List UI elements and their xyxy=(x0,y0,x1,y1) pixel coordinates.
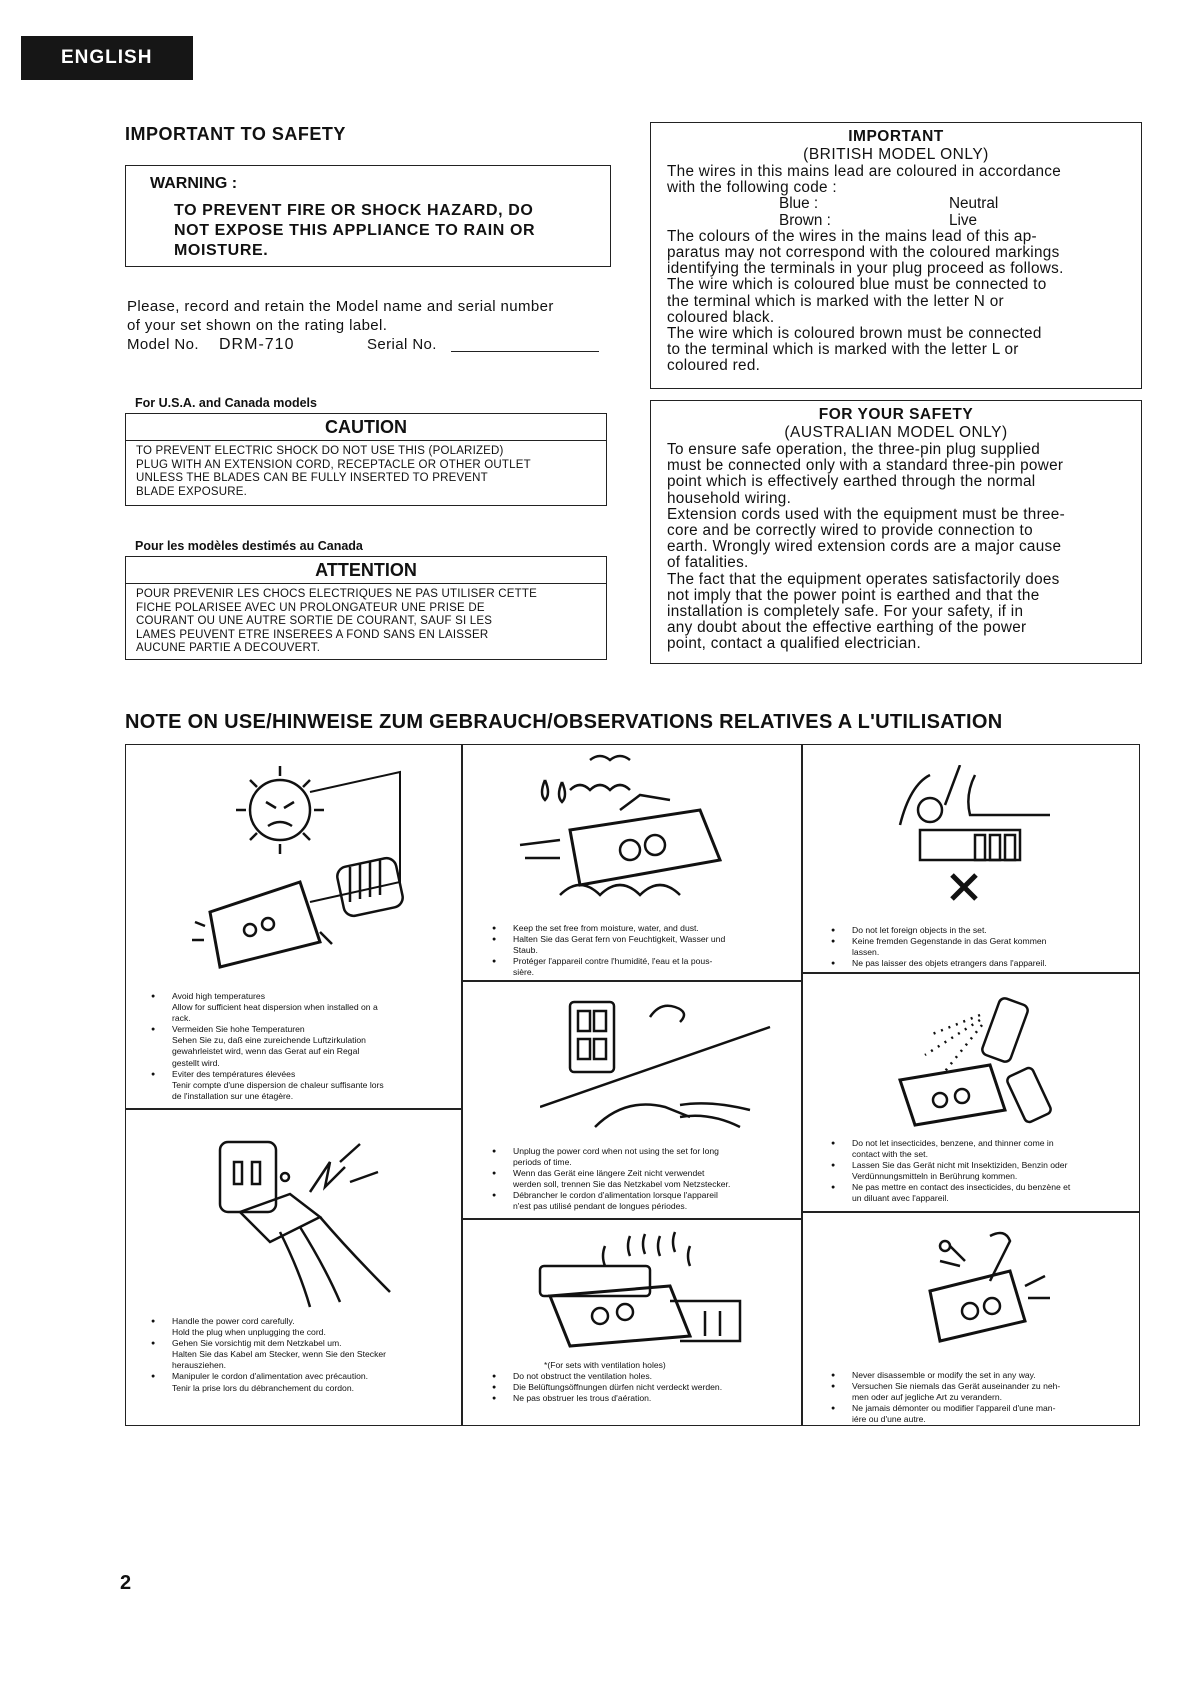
note-item-head: Die Belüftungsöffnungen dürfen nicht verdeckt werden. xyxy=(513,1382,723,1393)
record-instructions xyxy=(127,297,617,354)
grid-divider xyxy=(801,1211,1140,1213)
note-item-head: Gehen Sie vorsichtig mit dem Netzkabel um. xyxy=(172,1338,342,1349)
note-item-sub: men oder auf jegliche Art zu verandern. xyxy=(852,1392,1003,1403)
note-unplug xyxy=(491,1146,791,1213)
cloud-icon xyxy=(590,756,630,760)
note-item xyxy=(150,1371,450,1393)
record-line: of your set shown on the rating label. xyxy=(127,317,388,334)
note-item-head: Ne jamais démonter ou modifier l'appareil d'une man- xyxy=(852,1403,1056,1414)
note-item-head: Vermeiden Sie hohe Temperaturen xyxy=(172,1024,305,1035)
note-item-sub: iére ou d'une autre. xyxy=(852,1414,926,1425)
note-item xyxy=(491,1371,791,1382)
british-title: IMPORTANT xyxy=(848,128,944,145)
australian-body-line: household wiring. xyxy=(667,489,792,507)
note-item-sub: Halten Sie das Kabel am Stecker, wenn Sie den Stecker xyxy=(172,1349,387,1360)
model-serial-row xyxy=(127,335,617,354)
note-item-sub: gewahrleistet wird, wenn das Gerat auf ein Regal xyxy=(172,1046,360,1057)
australian-model-box xyxy=(650,400,1142,664)
note-item-sub: contact with the set. xyxy=(852,1149,928,1160)
australian-body-line: To ensure safe operation, the three-pin plug supplied xyxy=(667,441,1041,458)
note-item-head: Do not obstruct the ventilation holes. xyxy=(513,1371,653,1382)
note-item-sub: Allow for sufficient heat dispersion when installed on a xyxy=(172,1002,378,1013)
note-item-sub: Hold the plug when unplugging the cord. xyxy=(172,1327,326,1338)
note-item xyxy=(830,1370,1130,1381)
note-item xyxy=(491,1393,791,1404)
note-item xyxy=(830,1381,1130,1403)
note-item-head: Do not let foreign objects in the set. xyxy=(852,925,987,935)
grid-divider xyxy=(461,744,463,1426)
wall-outlet-icon xyxy=(570,1002,614,1072)
british-body-line: identifying the terminals in your plug proceed as follows. xyxy=(667,260,1064,278)
attention-title: ATTENTION xyxy=(126,557,606,584)
note-item-sub: rack. xyxy=(172,1013,191,1024)
note-item xyxy=(491,1168,791,1190)
wire-meaning: Live xyxy=(949,211,978,229)
attention-line: AUCUNE PARTIE A DECOUVERT. xyxy=(136,642,321,655)
australian-title: FOR YOUR SAFETY xyxy=(818,406,974,423)
british-body-line: The colours of the wires in the mains lead of this ap- xyxy=(667,227,1037,245)
australian-body-line: The fact that the equipment operates satisfactorily does xyxy=(667,570,1060,588)
note-item xyxy=(491,1146,791,1168)
note-item-sub: de l'installation sur une étagère. xyxy=(172,1090,294,1101)
note-item-sub: gestellt wird. xyxy=(172,1057,220,1068)
attention-line: POUR PREVENIR LES CHOCS ELECTRIQUES NE PAS UTILISER CETTE xyxy=(136,588,537,600)
serial-label: Serial No. xyxy=(367,336,437,353)
page-number: 2 xyxy=(120,1572,132,1594)
wire-code-row xyxy=(667,213,1125,229)
note-foreign-objects xyxy=(830,925,1130,969)
caution-line: PLUG WITH AN EXTENSION CORD, RECEPTACLE OR OTHER OUTLET xyxy=(136,458,531,471)
note-item-head: Versuchen Sie niemals das Gerät auseinander zu neh- xyxy=(852,1381,1061,1392)
model-label: Model No. xyxy=(127,336,199,353)
british-body xyxy=(667,229,1125,375)
note-on-use-heading: NOTE ON USE/HINWEISE ZUM GEBRAUCH/OBSERVATIONS RELATIVES A L'UTILISATION xyxy=(125,711,1003,733)
note-item-sub: n'est pas utilisé pendant de longues périodes. xyxy=(513,1201,688,1212)
note-item xyxy=(491,934,791,956)
note-item-head: Ne pas laisser des objets etrangers dans l'appareil. xyxy=(852,958,1047,969)
note-moisture xyxy=(491,923,791,978)
attention-box xyxy=(125,556,607,660)
note-item xyxy=(830,925,1130,936)
ventilation-illustration xyxy=(530,1226,770,1356)
warning-line: MOISTURE. xyxy=(174,242,269,259)
british-body-line: coloured red. xyxy=(667,357,761,375)
note-item-head: Halten Sie das Gerat fern von Feuchtigkeit, Wasser und xyxy=(513,934,726,945)
british-subtitle: (BRITISH MODEL ONLY) xyxy=(803,146,989,163)
british-body-line: paratus may not correspond with the coloured markings xyxy=(667,244,1060,262)
warning-line: NOT EXPOSE THIS APPLIANCE TO RAIN OR xyxy=(174,222,536,239)
australian-body-line: any doubt about the effective earthing of the power xyxy=(667,619,1027,637)
note-item xyxy=(150,1316,450,1338)
insecticide-illustration xyxy=(880,985,1080,1135)
note-item-head: Lassen Sie das Gerät nicht mit Insektiziden, Benzin oder xyxy=(852,1160,1068,1171)
australian-body-line: point, contact a qualified electrician. xyxy=(667,635,922,653)
british-model-box xyxy=(650,122,1142,389)
australian-body-line: not imply that the power point is earthed and that the xyxy=(667,586,1040,604)
note-item-head: Handle the power cord carefully. xyxy=(172,1316,295,1326)
note-item-head: Ne pas obstruer les trous d'aération. xyxy=(513,1393,652,1404)
caution-line: BLADE EXPOSURE. xyxy=(136,485,248,498)
grid-divider xyxy=(125,1108,462,1110)
note-item-sub: herausziehen. xyxy=(172,1360,226,1371)
attention-line: COURANT OU UNE AUTRE SORTIE DE COURANT, SAUF SI LES xyxy=(136,615,493,628)
attention-text xyxy=(126,584,606,659)
grid-divider xyxy=(461,1218,802,1220)
british-body-line: The wire which is coloured brown must be connected xyxy=(667,325,1042,343)
australian-body-line: point which is effectively earthed through the normal xyxy=(667,473,1036,491)
note-item-sub: Tenir compte d'une dispersion de chaleur suffisante lors xyxy=(172,1079,384,1090)
wire-meaning: Neutral xyxy=(949,195,999,213)
note-item-head: Do not let insecticides, benzene, and thinner come in xyxy=(852,1138,1054,1148)
note-item-sub: werden soll, trennen Sie das Netzkabel vom Netzstecker. xyxy=(513,1179,731,1190)
note-item-sub: Sehen Sie zu, daß eine zureichende Luftzirkulation xyxy=(172,1035,366,1046)
caution-line: TO PREVENT ELECTRIC SHOCK DO NOT USE THIS (POLARIZED) xyxy=(136,445,504,457)
disassemble-illustration xyxy=(910,1226,1060,1356)
note-disassemble xyxy=(830,1370,1130,1425)
note-item xyxy=(150,991,450,1024)
note-insecticides xyxy=(830,1138,1130,1205)
warning-box xyxy=(125,165,611,267)
sun-heat-illustration xyxy=(190,752,430,972)
wire-colour: Blue : xyxy=(779,195,819,213)
british-body-line: The wire which is coloured blue must be connected to xyxy=(667,276,1047,294)
note-cord xyxy=(150,1316,450,1394)
caution-text xyxy=(126,441,606,502)
caution-line: UNLESS THE BLADES CAN BE FULLY INSERTED TO PREVENT xyxy=(136,472,488,485)
note-item xyxy=(830,936,1130,958)
british-body-line: the terminal which is marked with the letter N or xyxy=(667,292,1004,310)
coin-icon xyxy=(918,798,942,822)
note-item-head: Wenn das Gerät eine längere Zeit nicht verwendet xyxy=(513,1168,705,1179)
ventilation-footnote: *(For sets with ventilation holes) xyxy=(544,1360,666,1370)
note-item xyxy=(830,1160,1130,1182)
note-item xyxy=(830,1138,1130,1160)
australian-body-line: Extension cords used with the equipment must be three- xyxy=(667,505,1065,523)
warning-line: TO PREVENT FIRE OR SHOCK HAZARD, DO xyxy=(174,202,534,219)
canada-heading: Pour les modèles destimés au Canada xyxy=(135,539,363,553)
warning-text xyxy=(174,201,594,261)
usa-canada-heading: For U.S.A. and Canada models xyxy=(135,396,317,410)
model-value: DRM-710 xyxy=(219,336,295,353)
note-item xyxy=(150,1069,450,1102)
note-item-sub: sière. xyxy=(513,967,535,978)
angry-sun-icon xyxy=(250,780,310,840)
foreign-objects-illustration xyxy=(880,765,1060,905)
australian-body-line: must be connected only with a standard three-pin power xyxy=(667,457,1064,475)
grid-divider xyxy=(801,972,1140,974)
unplug-illustration xyxy=(540,987,780,1137)
australian-body-line: earth. Wrongly wired extension cords are a major cause xyxy=(667,538,1062,556)
note-item xyxy=(830,1403,1130,1425)
wire-code-row xyxy=(667,196,1125,212)
british-body-line: to the terminal which is marked with the letter L or xyxy=(667,341,1019,359)
australian-subtitle: (AUSTRALIAN MODEL ONLY) xyxy=(784,424,1008,441)
note-item-head: Manipuler le cordon d'alimentation avec précaution. xyxy=(172,1371,369,1382)
australian-body-line: core and be correctly wired to provide connection to xyxy=(667,522,1033,540)
note-item xyxy=(830,1182,1130,1204)
note-item-head: Unplug the power cord when not using the set for long xyxy=(513,1146,719,1156)
note-item xyxy=(150,1024,450,1068)
british-intro-line: The wires in this mains lead are coloured in accordance xyxy=(667,163,1062,180)
note-item xyxy=(150,1338,450,1371)
australian-body-line: of fatalities. xyxy=(667,554,749,572)
note-item-head: Débrancher le cordon d'alimentation lorsque l'appareil xyxy=(513,1190,718,1201)
note-item xyxy=(491,1190,791,1212)
caution-box xyxy=(125,413,607,506)
note-item-sub: periods of time. xyxy=(513,1157,572,1168)
safety-heading: IMPORTANT TO SAFETY xyxy=(125,124,346,144)
language-tab: ENGLISH xyxy=(21,36,193,80)
grid-divider xyxy=(461,980,802,982)
power-cord-illustration xyxy=(200,1122,400,1312)
spray-can-icon xyxy=(981,997,1030,1064)
note-item-head: Keep the set free from moisture, water, and dust. xyxy=(513,923,699,933)
australian-body-line: installation is completely safe. For your safety, if in xyxy=(667,603,1024,621)
note-item-head: Protéger l'appareil contre l'humidité, l'eau et la pous- xyxy=(513,956,713,967)
note-item-head: Avoid high temperatures xyxy=(172,991,265,1001)
australian-body xyxy=(667,442,1125,653)
caution-title: CAUTION xyxy=(126,414,606,441)
grid-divider xyxy=(801,744,803,1426)
warning-label: WARNING : xyxy=(150,175,238,192)
note-item xyxy=(491,1382,791,1393)
wire-colour: Brown : xyxy=(779,211,831,229)
attention-line: FICHE POLARISEE AVEC UN PROLONGATEUR UNE PRISE DE xyxy=(136,601,485,614)
record-line: Please, record and retain the Model name and serial number xyxy=(127,298,554,315)
british-intro-line: with the following code : xyxy=(667,179,837,197)
note-item xyxy=(491,956,791,978)
note-item xyxy=(491,923,791,934)
british-intro xyxy=(667,164,1125,196)
note-item-head: Eviter des températures élevées xyxy=(172,1068,296,1079)
note-temperature xyxy=(150,991,450,1102)
cross-mark-icon xyxy=(952,875,976,899)
note-item xyxy=(830,958,1130,969)
serial-blank-line xyxy=(451,351,599,352)
note-item-sub: Staub. xyxy=(513,945,538,956)
note-item-sub: Verdünnungsmitteln in Berührung kommen. xyxy=(852,1171,1018,1182)
moisture-illustration xyxy=(500,750,770,920)
note-item-head: Ne pas mettre en contact des insecticides, du benzène et xyxy=(852,1182,1071,1193)
note-ventilation xyxy=(491,1360,791,1404)
bottle-icon xyxy=(1006,1066,1053,1123)
note-item-sub: lassen. xyxy=(852,947,880,958)
note-item-sub: un diluant avec l'appareil. xyxy=(852,1193,949,1204)
attention-line: LAMES PEUVENT ETRE INSEREES A FOND SANS EN LAISSER xyxy=(136,628,489,641)
note-item-head: Keine fremden Gegenstande in das Gerat kommen xyxy=(852,936,1047,947)
british-body-line: coloured black. xyxy=(667,308,775,326)
note-item-head: Never disassemble or modify the set in any way. xyxy=(852,1370,1036,1380)
note-item-sub: Tenir la prise lors du débranchement du cordon. xyxy=(172,1382,355,1393)
